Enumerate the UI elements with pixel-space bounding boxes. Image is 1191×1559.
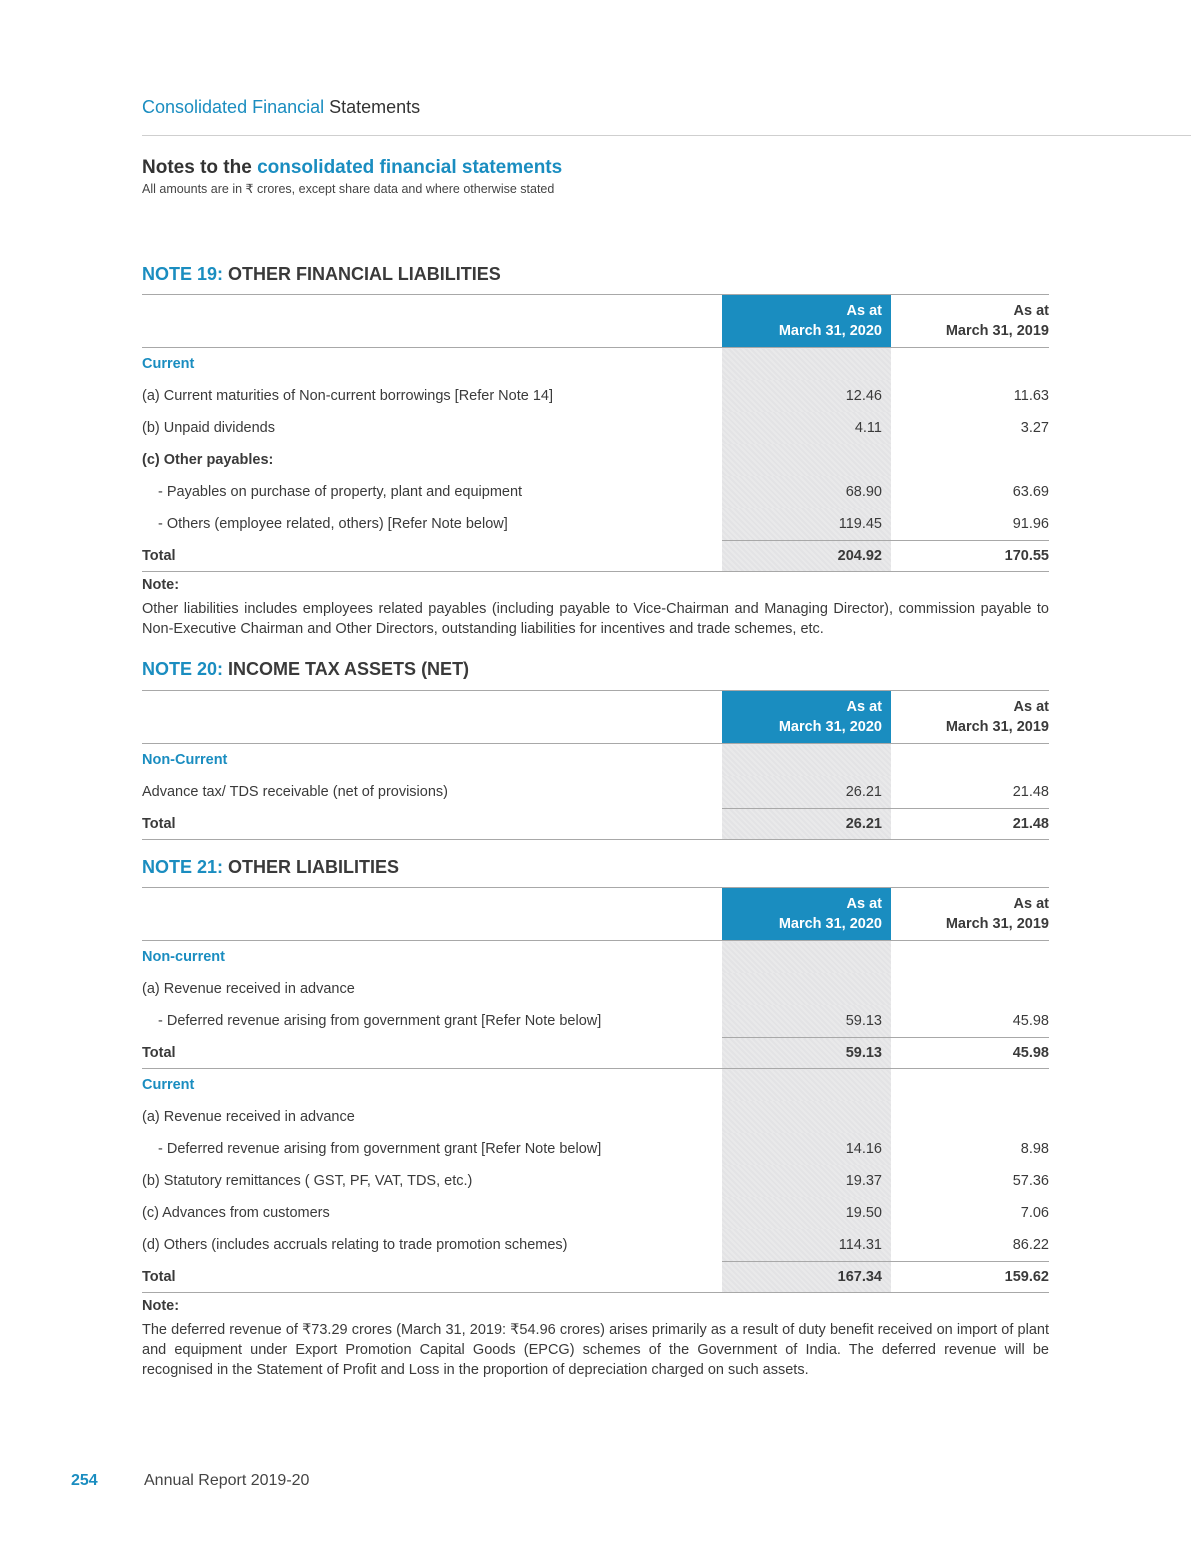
note-21-section <box>142 854 1049 1380</box>
report-name: Annual Report 2019-20 <box>144 1472 310 1489</box>
column-header-2019: As at March 31, 2019 <box>891 295 1049 348</box>
label-column-header <box>142 888 722 941</box>
notes-heading <box>142 157 562 179</box>
table-row: (c) Advances from customers 19.50 7.06 <box>142 1197 1049 1229</box>
table-row: (c) Other payables: <box>142 444 1049 476</box>
column-header-2020: As at March 31, 2020 <box>722 295 891 348</box>
table-row: (a) Revenue received in advance <box>142 1101 1049 1133</box>
table-row: (d) Others (includes accruals relating to trade promotion schemes) 114.31 86.22 <box>142 1229 1049 1262</box>
column-header-2020: As at March 31, 2020 <box>722 691 891 744</box>
table-row: (a) Current maturities of Non-current borrowings [Refer Note 14] 12.46 11.63 <box>142 380 1049 412</box>
section-row: Current <box>142 348 1049 381</box>
section-row: Current <box>142 1069 1049 1102</box>
note-21-table <box>142 887 1049 1293</box>
header-title-plain: Statements <box>329 97 421 117</box>
note-20-title <box>142 656 1049 682</box>
header-divider <box>142 135 1191 136</box>
note-19-table <box>142 294 1049 572</box>
note-19-note-text: Other liabilities includes employees related payables (including payable to Vice-Chairman and Managing Director), commission payable to Non-Executive Chairman and Other Directors, outstanding liabilities for incentives and trade schemes, etc. <box>142 601 1049 637</box>
section-row: Non-current <box>142 941 1049 974</box>
note-19-number: NOTE 19: <box>142 264 224 284</box>
note-19-title <box>142 261 1049 287</box>
header-title-accent: Consolidated Financial <box>142 97 325 117</box>
label-column-header <box>142 691 722 744</box>
section-row: Non-Current <box>142 744 1049 777</box>
table-row: (a) Revenue received in advance <box>142 973 1049 1005</box>
table-header-row <box>142 691 1049 744</box>
notes-subtitle: All amounts are in ₹ crores, except share data and where otherwise stated <box>142 182 555 196</box>
table-row: - Deferred revenue arising from government grant [Refer Note below] 14.16 8.98 <box>142 1133 1049 1165</box>
page-number: 254 <box>71 1472 98 1489</box>
total-row: Total 204.92 170.55 <box>142 541 1049 572</box>
label-column-header <box>142 295 722 348</box>
note-20-section <box>142 656 1049 840</box>
column-header-2020: As at March 31, 2020 <box>722 888 891 941</box>
note-21-title <box>142 854 1049 880</box>
note-20-number: NOTE 20: <box>142 659 224 679</box>
table-row: (b) Statutory remittances ( GST, PF, VAT, TDS, etc.) 19.37 57.36 <box>142 1165 1049 1197</box>
total-row: Total 59.13 45.98 <box>142 1038 1049 1069</box>
total-row: Total 167.34 159.62 <box>142 1262 1049 1293</box>
note-20-table <box>142 690 1049 840</box>
column-header-2019: As at March 31, 2019 <box>891 888 1049 941</box>
note-19-title-text: OTHER FINANCIAL LIABILITIES <box>228 264 501 284</box>
notes-heading-plain: Notes to the <box>142 157 252 178</box>
note-21-note-label: Note: <box>142 1298 180 1314</box>
table-row: - Others (employee related, others) [Refer Note below] 119.45 91.96 <box>142 508 1049 541</box>
table-row: Advance tax/ TDS receivable (net of provisions) 26.21 21.48 <box>142 776 1049 809</box>
table-header-row <box>142 295 1049 348</box>
note-21-title-text: OTHER LIABILITIES <box>228 857 400 877</box>
note-19-note-label: Note: <box>142 577 180 593</box>
table-row: (b) Unpaid dividends 4.11 3.27 <box>142 412 1049 444</box>
table-header-row <box>142 888 1049 941</box>
page-header-title <box>142 97 420 118</box>
note-21-note-text: The deferred revenue of ₹73.29 crores (March 31, 2019: ₹54.96 crores) arises primarily as a result of duty benefit received on import of plant and equipment under Export Promotion Capital Goods (EPCG) schemes of the Government of India. The deferred revenue will be recognised in the Statement of Profit and Loss in the proportion of depreciation charged on such assets. <box>142 1322 1049 1378</box>
note-21-number: NOTE 21: <box>142 857 224 877</box>
table-row: - Payables on purchase of property, plant and equipment 68.90 63.69 <box>142 476 1049 508</box>
total-row: Total 26.21 21.48 <box>142 809 1049 840</box>
notes-heading-accent: consolidated financial statements <box>257 157 563 178</box>
table-row: - Deferred revenue arising from government grant [Refer Note below] 59.13 45.98 <box>142 1005 1049 1038</box>
note-20-title-text: INCOME TAX ASSETS (NET) <box>228 659 470 679</box>
column-header-2019: As at March 31, 2019 <box>891 691 1049 744</box>
note-19-section <box>142 261 1049 639</box>
